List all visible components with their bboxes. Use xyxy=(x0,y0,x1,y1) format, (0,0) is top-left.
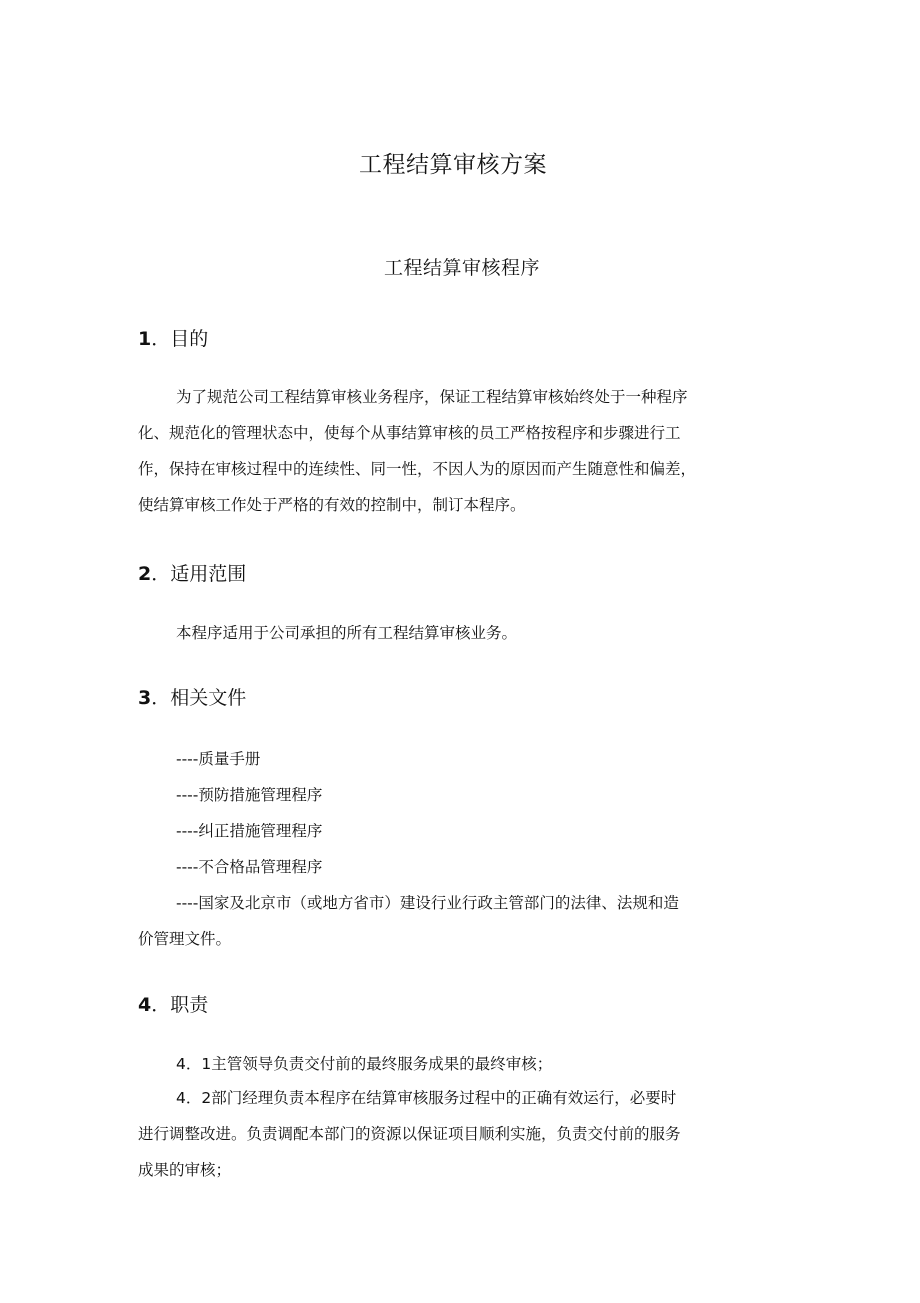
scope-paragraph: 本程序适用于公司承担的所有工程结算审核业务。 xyxy=(176,624,518,642)
list-item: ----国家及北京市（或地方省市）建设行业行政主管部门的法律、法规和造 xyxy=(176,894,679,912)
section-title: 职责 xyxy=(170,994,209,1016)
document-title: 工程结算审核方案 xyxy=(359,152,547,178)
section-number: 4 xyxy=(138,994,152,1016)
section-number: 1 xyxy=(138,328,152,350)
section-title: 相关文件 xyxy=(170,687,247,709)
list-item-continuation: 价管理文件。 xyxy=(138,930,232,948)
duty-item: 4．1主管领导负责交付前的最终服务成果的最终审核； xyxy=(176,1055,553,1073)
section-number: 3 xyxy=(138,687,152,709)
section-heading-1: 1．目的 xyxy=(138,328,209,350)
duty-item-line: 进行调整改进。负责调配本部门的资源以保证项目顺利实施，负责交付前的服务 xyxy=(138,1125,681,1143)
section-heading-3: 3．相关文件 xyxy=(138,687,247,709)
section-title: 适用范围 xyxy=(170,563,247,585)
list-item: ----预防措施管理程序 xyxy=(176,786,323,804)
paragraph-line: 化、规范化的管理状态中，使每个从事结算审核的员工严格按程序和步骤进行工 xyxy=(138,424,681,442)
paragraph-line: 为了规范公司工程结算审核业务程序，保证工程结算审核始终处于一种程序 xyxy=(176,388,688,406)
section-title: 目的 xyxy=(170,328,209,350)
section-number: 2 xyxy=(138,563,152,585)
list-item: ----不合格品管理程序 xyxy=(176,858,323,876)
list-item: ----纠正措施管理程序 xyxy=(176,822,323,840)
duty-item-line: 成果的审核； xyxy=(138,1161,232,1179)
duty-item: 4．2部门经理负责本程序在结算审核服务过程中的正确有效运行，必要时 xyxy=(176,1089,677,1107)
paragraph-line: 使结算审核工作处于严格的有效的控制中，制订本程序。 xyxy=(138,496,526,514)
section-heading-2: 2．适用范围 xyxy=(138,563,247,585)
paragraph-line: 作，保持在审核过程中的连续性、同一性，不因人为的原因而产生随意性和偏差， xyxy=(138,460,697,478)
document-subtitle: 工程结算审核程序 xyxy=(383,257,540,279)
section-heading-4: 4．职责 xyxy=(138,994,209,1016)
list-item: ----质量手册 xyxy=(176,750,261,768)
